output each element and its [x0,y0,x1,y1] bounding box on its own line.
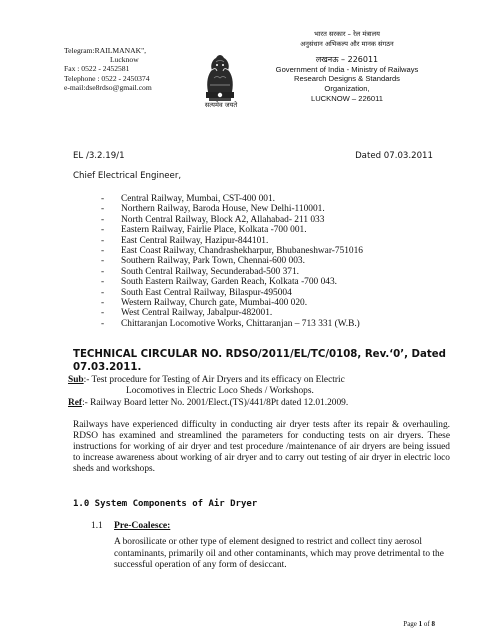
subsection-heading: Pre-Coalesce: [114,520,171,531]
letterhead-organisation-block [272,30,422,103]
emblem-motto: सत्यमेव जयते [204,101,238,109]
page-number: 1 [418,620,423,628]
government-line: Government of India - Ministry of Railways [275,64,419,74]
list-item: - East Central Railway, Hazipur-844101. [101,235,269,246]
page-footer [403,620,435,628]
list-item: - South East Central Railway, Bilaspur-495004 [101,287,292,298]
list-item: - South Central Railway, Secunderabad-500 371. [101,266,299,277]
list-item: - North Central Railway, Block A2, Allahabad- 211 033 [101,214,325,225]
list-item: - Central Railway, Mumbai, CST-400 001. [101,194,275,204]
subsection-number: 1.1 [91,521,103,531]
hindi-ministry-line: भारत सरकार – रेल मंत्रालय [314,30,380,38]
telegram-city: Lucknow [110,55,139,65]
subject-line [68,375,454,397]
intro-paragraph: Railways have experienced difficulty in conducting air dryer tests after its repair & overhauling. RDSO has examined and streamlined the parameters for conducting tests on air dryers. These instructions for working of air dryer and test procedure /maintenance of air dryers are being issued to increase awareness about working of air dryer and to carry out testing of air dryer in electric loco sheds and workshops. [73,420,450,475]
telegram-line: Telegram:RAILMANAK", [64,46,147,55]
list-item: - Chittaranjan Locomotive Works, Chittaranjan – 713 331 (W.B.) [101,318,360,329]
telephone-line: Telephone : 0522 - 2450374 [64,73,150,83]
reference-row [73,151,433,161]
subject-text: :- Test procedure for Testing of Air Dryers and its efficacy on Electric [83,375,345,385]
page-of: of [422,620,432,628]
page-total: 8 [431,620,435,628]
subject-label: Sub [68,375,84,385]
list-item: - Eastern Railway, Fairlie Place, Kolkata -700 001. [101,225,307,236]
list-item: - South Eastern Railway, Garden Reach, Kolkata -700 043. [101,277,337,288]
fax-line: Fax : 0522 - 2452581 [64,64,130,74]
reference-number: EL /3.2.19/1 [73,151,125,161]
list-item: - East Coast Railway, Chandrashekharpur, Bhubaneshwar-751016 [101,246,363,257]
recipient-list [101,194,363,329]
subject-continuation: Locomotives in Electric Loco Sheds / Workshops. [126,386,314,396]
hindi-organisation-line: अनुसंधान अभिकल्प और मानक संगठन [300,39,394,48]
list-item: - Northern Railway, Baroda House, New Delhi-110001. [101,204,325,215]
reference-label: Ref [68,398,83,408]
hindi-city-pin: लखनऊ – 226011 [315,55,379,65]
list-item: - Southern Railway, Park Town, Chennai-600 003. [101,256,305,267]
letterhead-contact-block [64,46,176,92]
city-pin-line: LUCKNOW – 226011 [310,93,384,103]
section-heading: 1.0 System Components of Air Dryer [73,499,258,509]
list-item: - West Central Railway, Jabalpur-482001. [101,308,273,319]
page-prefix: Page [403,620,419,628]
reference-date: Dated 07.03.2011 [355,151,433,161]
rdso-line: Research Designs & Standards [294,74,400,84]
organization-line: Organization, [324,83,370,93]
reference-text: :- Railway Board letter No. 2001/Elect.(TS)/441/8Pt dated 12.01.2009. [82,398,349,408]
list-item: - Western Railway, Church gate, Mumbai-400 020. [101,298,308,309]
reference-line [68,398,454,409]
circular-title: TECHNICAL CIRCULAR NO. RDSO/2011/EL/TC/0108, Rev.‘0’, Dated 07.03.2011. [73,349,446,373]
subsection-body: A borosilicate or other type of element designed to restrict and collect tiny aerosol contaminants, primarily oil and other contaminants, which may prove detrimental to the successful operation of any form of desiccant. [114,537,444,571]
addressee: Chief Electrical Engineer, [73,171,182,181]
email-line: e-mail:dse8rdso@gmail.com [64,82,152,92]
